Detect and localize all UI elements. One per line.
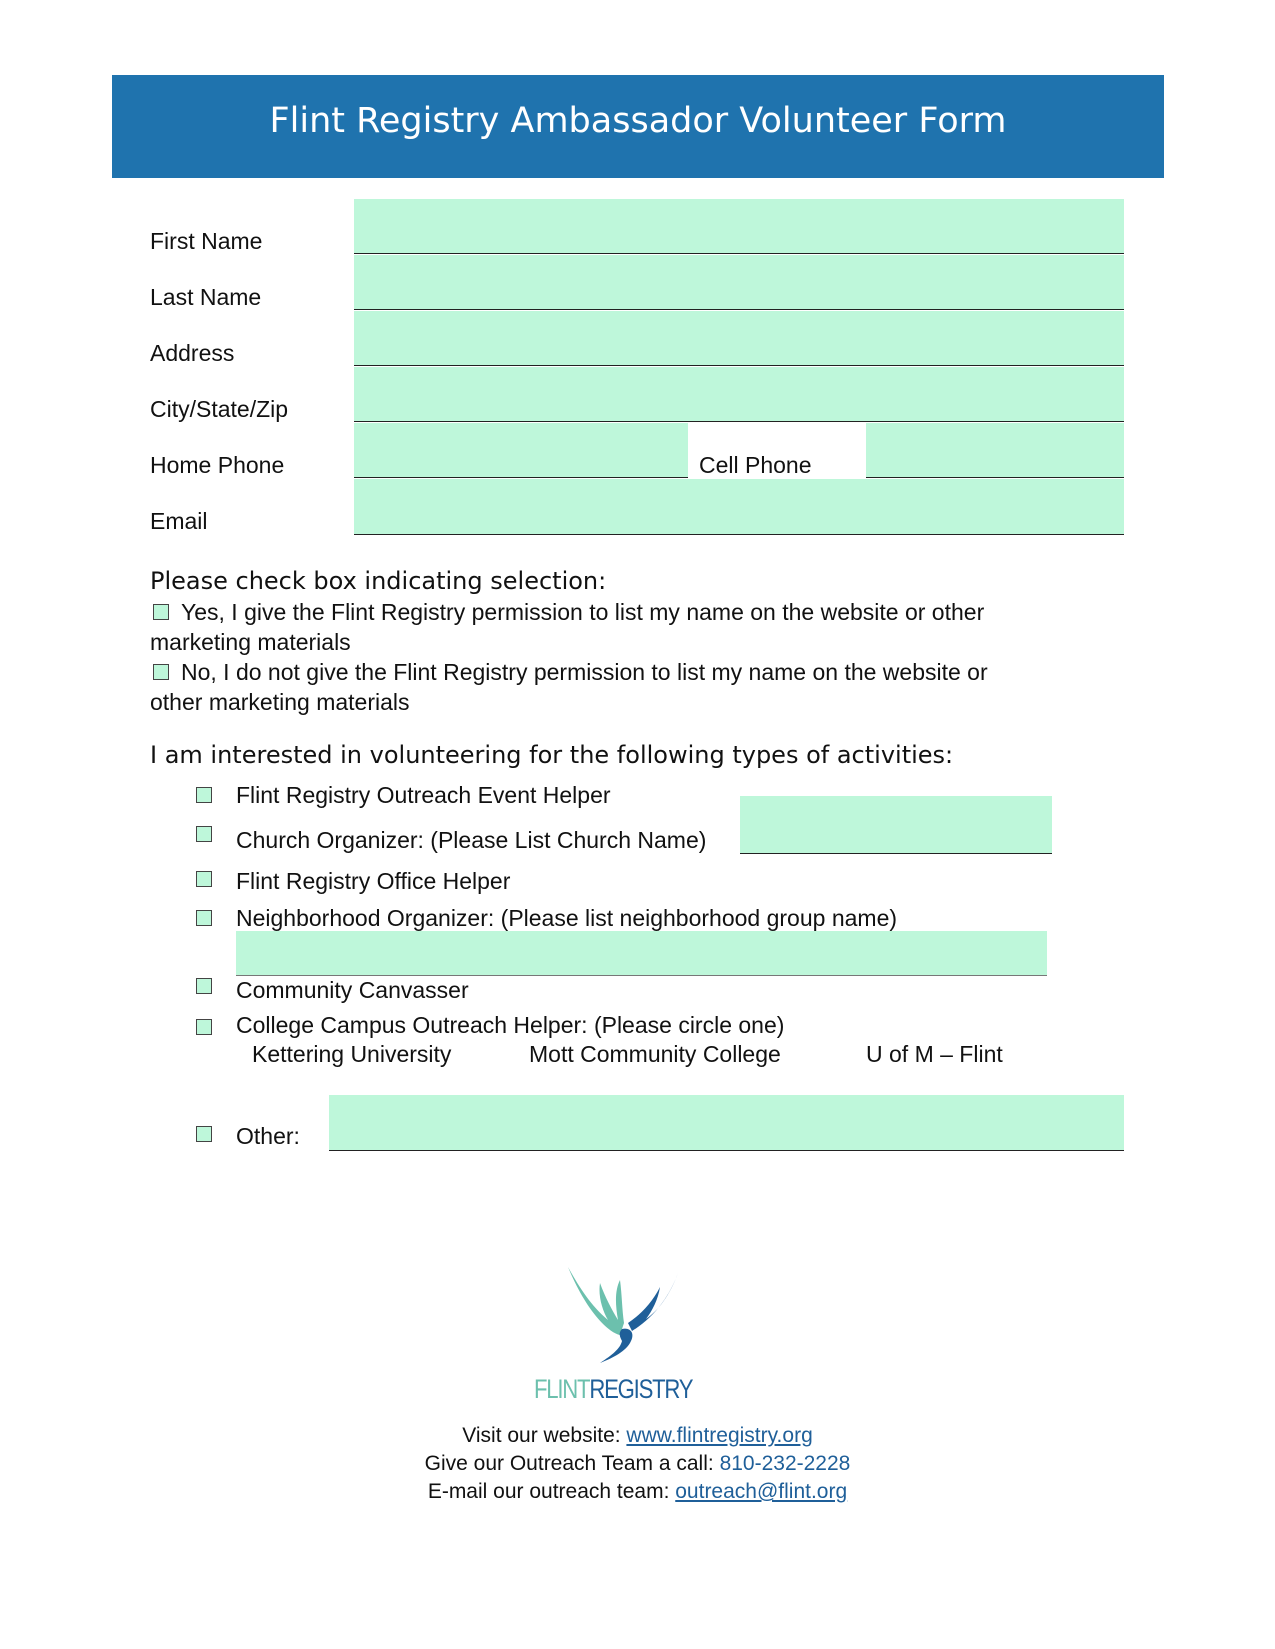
neighborhood-organizer-label: Neighborhood Organizer: (Please list neighborhood group name) bbox=[236, 905, 898, 931]
campus-option-umflint[interactable]: U of M – Flint bbox=[866, 1041, 1003, 1067]
logo-text-registry: REGISTRY bbox=[589, 1374, 693, 1404]
phone-number: 810-232-2228 bbox=[719, 1452, 851, 1475]
office-helper-label: Flint Registry Office Helper bbox=[236, 868, 511, 894]
footer-website-prefix: Visit our website: bbox=[462, 1424, 627, 1447]
phoenix-icon bbox=[560, 1265, 690, 1375]
home-phone-label: Home Phone bbox=[150, 452, 285, 478]
website-link[interactable]: www.flintregistry.org bbox=[626, 1424, 813, 1447]
form-title: Flint Registry Ambassador Volunteer Form bbox=[269, 101, 1007, 141]
permission-no-text-1: No, I do not give the Flint Registry permission to list my name on the website or bbox=[181, 659, 988, 685]
logo-text-flint: FLINT bbox=[534, 1374, 590, 1404]
permission-yes-checkbox[interactable] bbox=[153, 604, 169, 620]
logo-wordmark bbox=[534, 1374, 692, 1405]
college-helper-label: College Campus Outreach Helper: (Please circle one) bbox=[236, 1012, 785, 1038]
email-field[interactable] bbox=[354, 479, 1124, 535]
address-field[interactable] bbox=[354, 311, 1124, 366]
college-helper-checkbox[interactable] bbox=[196, 1019, 212, 1035]
other-checkbox[interactable] bbox=[196, 1126, 212, 1142]
church-organizer-label: Church Organizer: (Please List Church Name) bbox=[236, 827, 707, 853]
permission-yes-text-1: Yes, I give the Flint Registry permission to list my name on the website or other bbox=[181, 599, 985, 625]
last-name-label: Last Name bbox=[150, 284, 262, 310]
footer-email-prefix: E-mail our outreach team: bbox=[427, 1480, 676, 1503]
cell-phone-label: Cell Phone bbox=[699, 452, 812, 478]
footer-call-prefix: Give our Outreach Team a call: bbox=[424, 1452, 720, 1475]
first-name-label: First Name bbox=[150, 228, 263, 254]
footer-email-line bbox=[0, 1478, 1275, 1506]
footer-contact bbox=[0, 1422, 1275, 1506]
address-label: Address bbox=[150, 340, 235, 366]
church-organizer-checkbox[interactable] bbox=[196, 826, 212, 842]
cell-phone-field[interactable] bbox=[866, 423, 1124, 478]
church-name-field[interactable] bbox=[740, 796, 1052, 854]
last-name-field[interactable] bbox=[354, 255, 1124, 310]
permission-title: Please check box indicating selection: bbox=[150, 567, 607, 595]
campus-option-mott[interactable]: Mott Community College bbox=[529, 1041, 781, 1067]
other-field[interactable] bbox=[329, 1095, 1124, 1151]
city-state-zip-label: City/State/Zip bbox=[150, 396, 289, 422]
campus-option-kettering[interactable]: Kettering University bbox=[252, 1041, 452, 1067]
home-phone-field[interactable] bbox=[354, 423, 688, 478]
event-helper-checkbox[interactable] bbox=[196, 787, 212, 803]
permission-yes-text-2: marketing materials bbox=[150, 629, 351, 655]
event-helper-label: Flint Registry Outreach Event Helper bbox=[236, 782, 611, 808]
footer-website-line bbox=[0, 1422, 1275, 1450]
footer-phone-line bbox=[0, 1450, 1275, 1478]
permission-no-text-2: other marketing materials bbox=[150, 689, 410, 715]
neighborhood-organizer-checkbox[interactable] bbox=[196, 910, 212, 926]
neighborhood-group-field[interactable] bbox=[236, 931, 1047, 976]
canvasser-label: Community Canvasser bbox=[236, 977, 469, 1003]
activities-title: I am interested in volunteering for the following types of activities: bbox=[150, 741, 954, 769]
form-header bbox=[112, 75, 1164, 178]
other-label: Other: bbox=[236, 1123, 300, 1149]
email-link[interactable]: outreach@flint.org bbox=[675, 1480, 848, 1503]
first-name-field[interactable] bbox=[354, 199, 1124, 254]
office-helper-checkbox[interactable] bbox=[196, 871, 212, 887]
city-state-zip-field[interactable] bbox=[354, 367, 1124, 422]
permission-no-checkbox[interactable] bbox=[153, 664, 169, 680]
flint-registry-logo bbox=[560, 1265, 690, 1375]
email-label: Email bbox=[150, 508, 208, 534]
canvasser-checkbox[interactable] bbox=[196, 978, 212, 994]
